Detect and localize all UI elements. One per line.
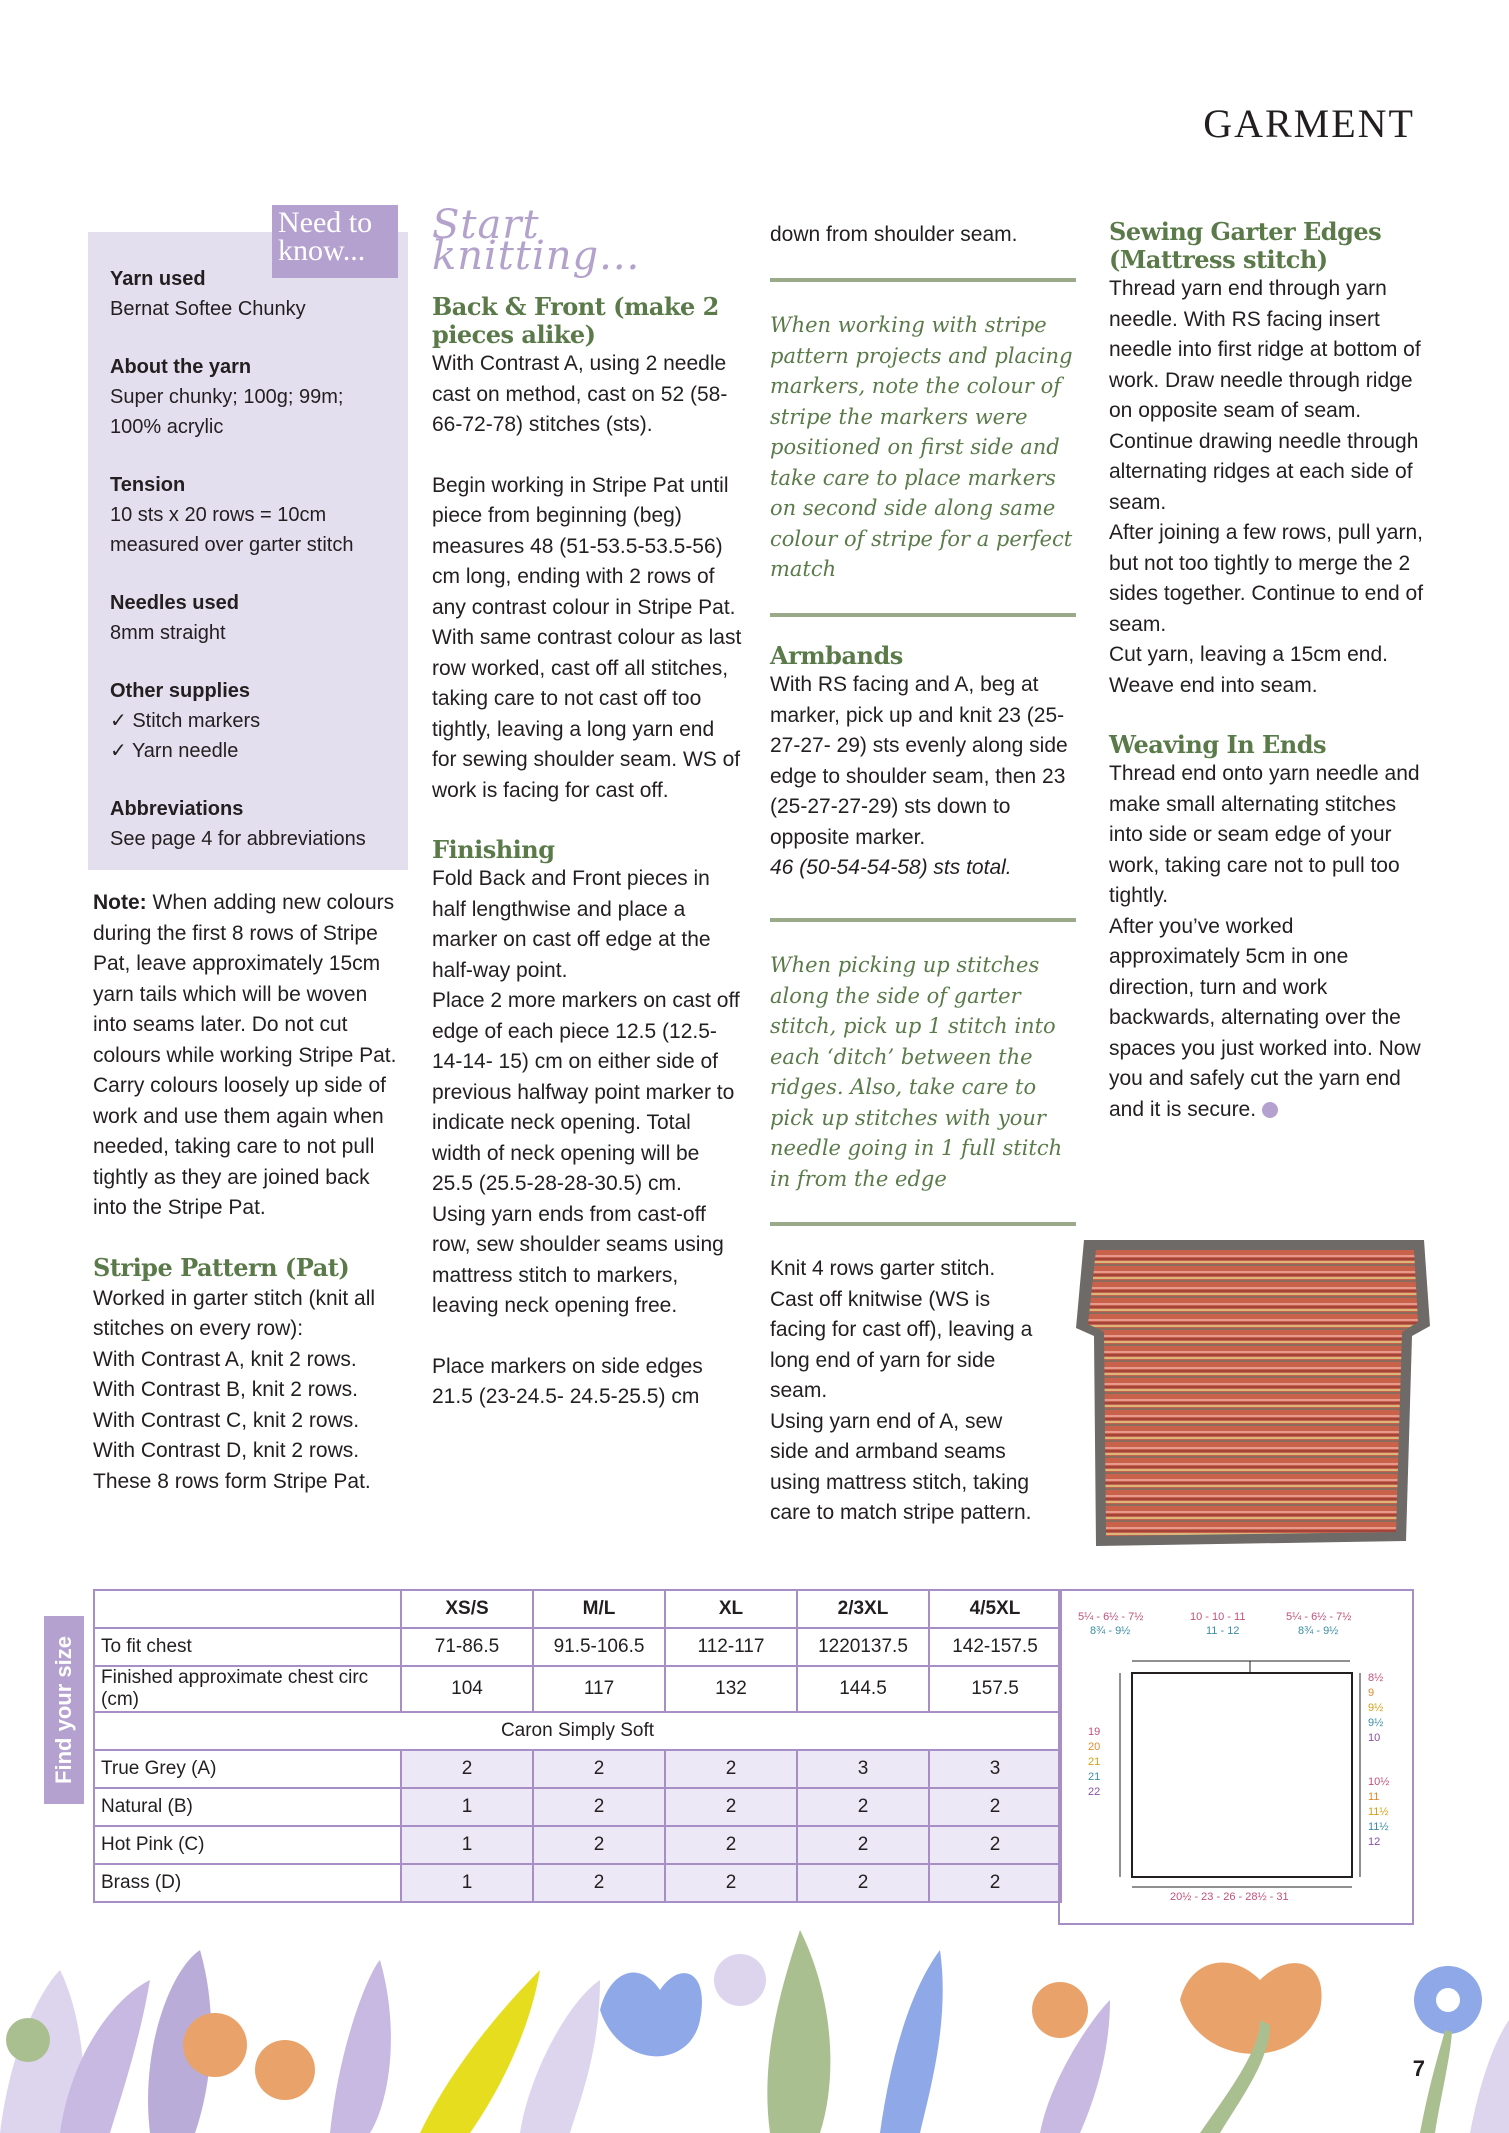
schematic-measure: 21: [1088, 1771, 1101, 1783]
start-knitting-title: Start knitting...: [432, 202, 641, 279]
size-table-row: [94, 1628, 1061, 1666]
schematic-top-mid: 10 - 10 - 11: [1190, 1611, 1246, 1623]
note-text: When adding new colours during the first 8 rows of Stripe Pat, leave approximately 15cm yarn tails which will be woven into seams later. Do not cut colours while working Stripe Pat. Carry colours loosely up side of work and use them again when needed, taking care to not pull tightly as they are joined back into the Stripe Pat.: [93, 891, 397, 1219]
page-number: 7: [1412, 2056, 1425, 2081]
need-to-know-value: [110, 618, 400, 648]
size-header: XL: [665, 1590, 797, 1628]
need-to-know-line: measured over garter stitch: [110, 534, 354, 556]
armbands-step-1: With RS facing and A, beg at marker, pick up and knit 23 (25-27-27- 29) sts evenly along side edge to shoulder seam, then 23 (25-27-27-29) sts down to opposite marker.: [770, 673, 1068, 849]
size-cell: 2: [929, 1826, 1061, 1864]
schematic-measure: 22: [1088, 1786, 1101, 1798]
sewing-step-3: Cut yarn, leaving a 15cm end. Weave end into seam.: [1109, 643, 1388, 697]
schematic-width: 20½ - 23 - 26 - 28½ - 31: [1170, 1891, 1289, 1903]
size-table-row: [94, 1826, 1061, 1864]
size-cell: 144.5: [797, 1666, 929, 1712]
tip-rule-bottom: [770, 613, 1076, 617]
schematic-top-left-2: 8¾ - 9½: [1090, 1625, 1131, 1637]
stripe-pattern-step: Worked in garter stitch (knit all stitches on every row):: [93, 1286, 376, 1340]
need-to-know-line: Super chunky; 100g; 99m;: [110, 386, 344, 408]
size-header: 2/3XL: [797, 1590, 929, 1628]
size-header: M/L: [533, 1590, 665, 1628]
size-cell: 2: [533, 1826, 665, 1864]
size-cell: 91.5-106.5: [533, 1628, 665, 1666]
need-to-know-heading: Tension: [110, 474, 186, 496]
finishing-step-3: Using yarn ends from cast-off row, sew shoulder seams using mattress stitch to markers, leaving neck opening free.: [432, 1202, 724, 1317]
size-table-row: [94, 1864, 1061, 1902]
size-header: XS/S: [401, 1590, 533, 1628]
need-to-know-value: [110, 500, 400, 560]
size-cell: 2: [665, 1788, 797, 1826]
size-cell: 1220137.5: [797, 1628, 929, 1666]
sewing-step-1: Thread yarn end through yarn needle. With RS facing insert needle into first ridge at bottom of work. Draw needle through ridge on opposite seam of seam. Continue drawing needle through alternating ridges at each side of seam.: [1109, 277, 1421, 514]
armbands-total: 46 (50-54-54-58) sts total.: [770, 856, 1012, 879]
back-front-heading: Back & Front (make 2 pieces alike): [432, 292, 719, 349]
end-mark-icon: [1262, 1102, 1278, 1118]
schematic-measure: 10½: [1368, 1776, 1390, 1788]
need-to-know-list: [110, 250, 400, 882]
armbands-step-3: Using yarn end of A, sew side and armband seams using mattress stitch, taking care to match stripe pattern.: [770, 1409, 1032, 1524]
finishing-step-2: Place 2 more markers on cast off edge of each piece 12.5 (12.5-14-14- 15) cm on either side of previous halfway point marker to indicate neck opening. Total width of neck opening will be 25.5 (25.5-28-28-30.5) cm.: [432, 989, 740, 1195]
size-cell: 1: [401, 1788, 533, 1826]
garment-schematic: [1058, 1589, 1414, 1925]
size-cell: 71-86.5: [401, 1628, 533, 1666]
size-cell: 2: [533, 1864, 665, 1902]
finishing-step-1: Fold Back and Front pieces in half lengthwise and place a marker on cast off edge at the half-way point.: [432, 867, 711, 982]
tip-rule-top: [770, 278, 1076, 282]
weaving-step-2: After you’ve worked approximately 5cm in one direction, turn and work backwards, alternating over the spaces you just worked into. Now you and safely cut the yarn end and it is secure.: [1109, 914, 1421, 1121]
sewing-heading: Sewing Garter Edges (Mattress stitch): [1109, 217, 1382, 274]
tip2-rule-bottom: [770, 1222, 1076, 1226]
size-cell: 2: [533, 1788, 665, 1826]
schematic-measure: 19: [1088, 1726, 1101, 1738]
floral-footer-decoration: [0, 1930, 1509, 2133]
need-to-know-line: See page 4 for abbreviations: [110, 828, 366, 850]
schematic-measure: 12: [1368, 1836, 1381, 1848]
schematic-measure: 20: [1088, 1741, 1101, 1753]
need-to-know-line: ✓ Yarn needle: [110, 740, 239, 762]
column-notes: [93, 888, 398, 1497]
column-armbands: [770, 220, 1075, 251]
need-to-know-panel: [88, 232, 408, 870]
schematic-top-mid-2: 11 - 12: [1206, 1625, 1240, 1637]
pick-up-stitches-tip: When picking up stitches along the side of garter stitch, pick up 1 stitch into each ‘ditch’ between the ridges. Also, take care to pick up stitches with your needle going in 1 full stitch in from the edge: [770, 953, 1063, 1191]
tip2-rule-top: [770, 918, 1076, 922]
stripe-markers-tip: When working with stripe pattern projects and placing markers, note the colour of stripe the markers were positioned on first side and take care to place markers on second side along same colour of stripe for a perfect match: [770, 313, 1073, 581]
find-your-size-tab: Find your size: [44, 1616, 84, 1804]
size-cell: 1: [401, 1826, 533, 1864]
need-to-know-line: 100% acrylic: [110, 416, 224, 438]
back-front-step-1: With Contrast A, using 2 needle cast on method, cast on 52 (58-66-72-78) stitches (sts).: [432, 352, 728, 436]
need-to-know-line: 8mm straight: [110, 622, 226, 644]
size-cell: 2: [797, 1826, 929, 1864]
stripe-pattern-heading: Stripe Pattern (Pat): [93, 1252, 350, 1282]
size-row-label: Brass (D): [94, 1864, 401, 1902]
size-cell: 2: [929, 1788, 1061, 1826]
size-cell: 2: [533, 1750, 665, 1788]
finishing-heading: Finishing: [432, 835, 555, 864]
size-cell: 2: [929, 1864, 1061, 1902]
back-front-step-3: With same contrast colour as last row worked, cast off all stitches, taking care to not cast off too tightly, leaving a long yarn end for sewing shoulder seam. WS of work is facing for cast off.: [432, 626, 742, 802]
schematic-top-right: 5¼ - 6½ - 7½: [1286, 1611, 1352, 1623]
size-row-label: Finished approximate chest circ (cm): [94, 1666, 401, 1712]
continued-text: down from shoulder seam.: [770, 223, 1018, 246]
schematic-drawing: [1060, 1591, 1412, 1923]
schematic-measure: 11: [1368, 1791, 1380, 1803]
column-start-knitting: [432, 202, 742, 1413]
weaving-step-1: Thread end onto yarn needle and make small alternating stitches into side or seam edge of your work, taking care not to pull too tightly.: [1109, 762, 1420, 907]
need-to-know-heading: Yarn used: [110, 268, 206, 290]
note-label: Note:: [93, 891, 147, 914]
size-cell: 2: [797, 1788, 929, 1826]
stripe-pattern-steps: [93, 1284, 398, 1498]
schematic-measure: 10: [1368, 1732, 1381, 1744]
need-to-know-badge: Need to know...: [272, 205, 398, 278]
need-to-know-value: [110, 706, 400, 766]
schematic-measure: 11½: [1368, 1821, 1389, 1833]
need-to-know-line: Bernat Softee Chunky: [110, 298, 306, 320]
size-cell: 2: [665, 1826, 797, 1864]
size-row-label: True Grey (A): [94, 1750, 401, 1788]
back-front-step-2: Begin working in Stripe Pat until piece from beginning (beg) measures 48 (51-53.5-53.5-56) cm long, ending with 2 rows of any contrast colour in Stripe Pat.: [432, 473, 736, 619]
size-header: 4/5XL: [929, 1590, 1061, 1628]
size-cell: 2: [665, 1864, 797, 1902]
size-table-row: [94, 1666, 1061, 1712]
need-to-know-heading: Other supplies: [110, 680, 251, 702]
size-row-label: To fit chest: [94, 1628, 401, 1666]
size-cell: 104: [401, 1666, 533, 1712]
size-table-row: [94, 1788, 1061, 1826]
armbands-heading: Armbands: [770, 641, 903, 670]
need-to-know-value: [110, 824, 400, 854]
size-table-row: [94, 1750, 1061, 1788]
stripe-pattern-step: With Contrast A, knit 2 rows.: [93, 1347, 357, 1371]
need-to-know-value: [110, 382, 400, 442]
need-to-know-line: 10 sts x 20 rows = 10cm: [110, 504, 327, 526]
stripe-pattern-step: These 8 rows form Stripe Pat.: [93, 1469, 371, 1493]
need-to-know-heading: Needles used: [110, 592, 239, 614]
size-cell: 2: [401, 1750, 533, 1788]
armbands-section: [770, 642, 1075, 884]
armbands-finish: [770, 1254, 1040, 1529]
stripe-pattern-step: With Contrast D, knit 2 rows.: [93, 1439, 360, 1462]
column-seaming: [1109, 218, 1429, 1125]
size-cell: 2: [797, 1864, 929, 1902]
schematic-armhole-depth: [1368, 1671, 1383, 1746]
size-cell: 3: [797, 1750, 929, 1788]
sewing-step-2: After joining a few rows, pull yarn, but not too tightly to merge the 2 sides together. Continue to end of seam.: [1109, 521, 1424, 636]
weaving-heading: Weaving In Ends: [1109, 730, 1327, 759]
section-header: GARMENT: [1203, 101, 1415, 146]
schematic-measure: 11½: [1368, 1806, 1389, 1818]
size-cell: 157.5: [929, 1666, 1061, 1712]
size-cell: 3: [929, 1750, 1061, 1788]
size-cell: 1: [401, 1864, 533, 1902]
size-cell: 142-157.5: [929, 1628, 1061, 1666]
schematic-measure: 9½: [1368, 1717, 1384, 1729]
size-row-label: Natural (B): [94, 1788, 401, 1826]
garment-photo: [1074, 1236, 1436, 1554]
need-to-know-value: [110, 294, 400, 324]
need-to-know-heading: About the yarn: [110, 356, 252, 378]
armbands-step-2: Knit 4 rows garter stitch. Cast off knitwise (WS is facing for cast off), leaving a long end of yarn for side seam.: [770, 1257, 1033, 1402]
size-cell: 2: [665, 1750, 797, 1788]
yarn-name: Caron Simply Soft: [94, 1712, 1061, 1750]
stripe-pattern-step: With Contrast C, knit 2 rows.: [93, 1408, 360, 1432]
size-table: [93, 1589, 1062, 1903]
schematic-top-left: 5¼ - 6½ - 7½: [1078, 1611, 1144, 1623]
yarn-name-row: [94, 1712, 1061, 1750]
size-row-label: Hot Pink (C): [94, 1826, 401, 1864]
finishing-step-4: Place markers on side edges 21.5 (23-24.5- 24.5-25.5) cm: [432, 1354, 703, 1408]
stripe-pattern-step: With Contrast B, knit 2 rows.: [93, 1378, 358, 1401]
need-to-know-heading: Abbreviations: [110, 798, 244, 820]
size-cell: 132: [665, 1666, 797, 1712]
schematic-measure: 9½: [1368, 1702, 1384, 1714]
size-cell: 112-117: [665, 1628, 797, 1666]
size-table-corner: [94, 1590, 401, 1628]
schematic-top-right-2: 8¾ - 9½: [1298, 1625, 1339, 1637]
size-cell: 117: [533, 1666, 665, 1712]
schematic-side-length: [1368, 1775, 1389, 1850]
need-to-know-line: ✓ Stitch markers: [110, 710, 261, 732]
schematic-measure: 21: [1088, 1756, 1101, 1768]
schematic-measure: 8½: [1368, 1672, 1384, 1684]
schematic-total-length: [1088, 1725, 1100, 1800]
schematic-measure: 9: [1368, 1687, 1375, 1699]
